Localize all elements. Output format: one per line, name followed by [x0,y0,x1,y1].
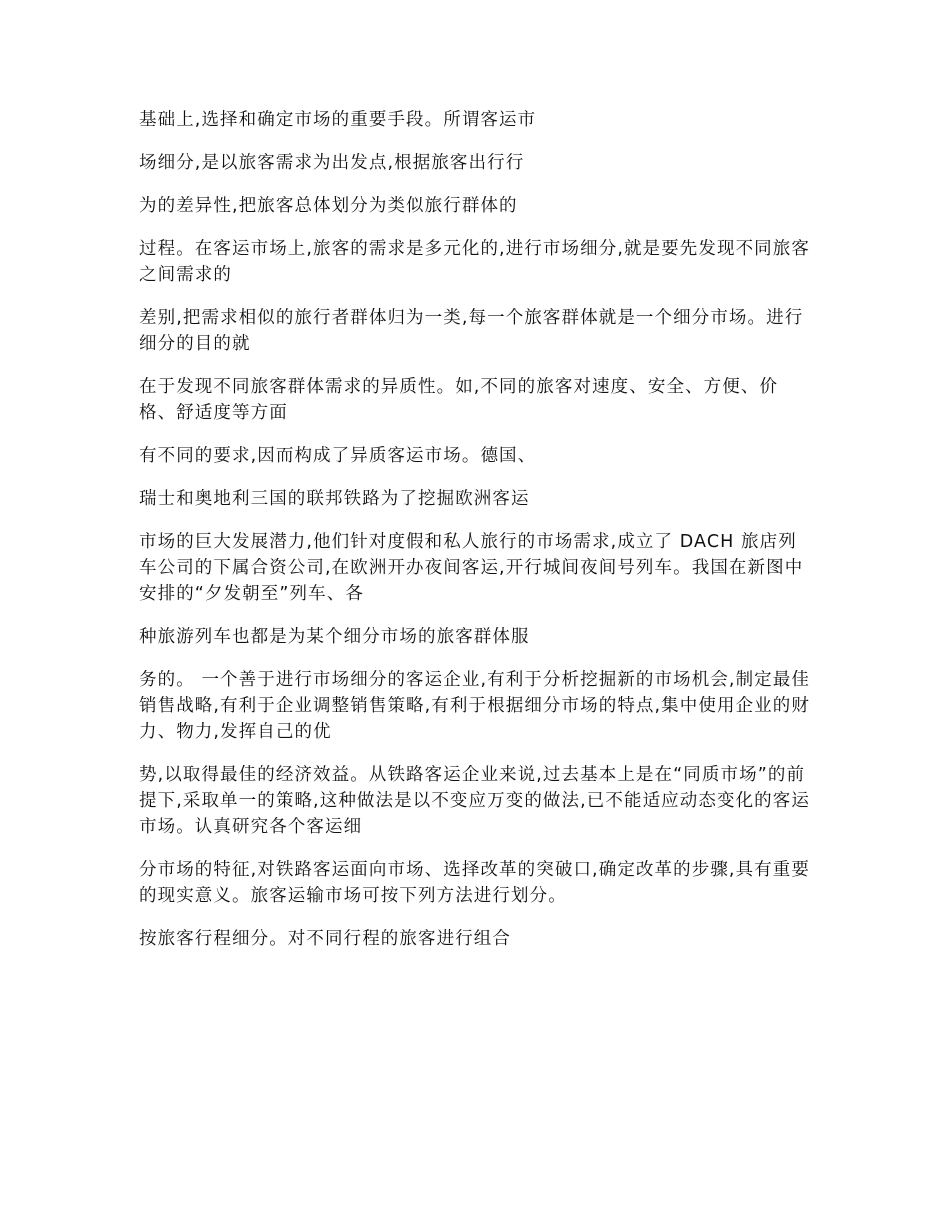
paragraph: 场细分,是以旅客需求为出发点,根据旅客出行行 [139,153,525,173]
paragraph: 种旅游列车也都是为某个细分市场的旅客群体服 [139,627,530,647]
body-text [139,107,815,969]
paragraph: 为的差异性,把旅客总体划分为类似旅行群体的 [139,196,518,216]
paragraph: 分市场的特征,对铁路客运面向市场、选择改革的突破口,确定改革的步骤,具有重要的现实意义。旅客运输市场可按下列方法进行划分。 [139,860,810,906]
paragraph: 瑞士和奥地利三国的联邦铁路为了挖掘欧洲客运 [139,489,530,509]
paragraph: 势,以取得最佳的经济效益。从铁路客运企业来说,过去基本上是在“同质市场”的前提下,采取单一的策略,这种做法是以不变应万变的做法,已不能适应动态变化的客运市场。认真研究各个客运细 [139,765,810,837]
paragraph: 市场的巨大发展潜力,他们针对度假和私人旅行的市场需求,成立了 DACH 旅店列车公司的下属合资公司,在欧洲开办夜间客运,开行城间夜间号列车。我国在新图中安排的“夕发朝至”列车、各 [139,532,804,604]
paragraph: 有不同的要求,因而构成了异质客运市场。德国、 [139,446,537,466]
paragraph: 差别,把需求相似的旅行者群体归为一类,每一个旅客群体就是一个细分市场。进行细分的目的就 [139,308,804,354]
paragraph: 在于发现不同旅客群体需求的异质性。如,不同的旅客对速度、安全、方便、价格、舒适度等方面 [139,377,779,423]
paragraph: 过程。在客运市场上,旅客的需求是多元化的,进行市场细分,就是要先发现不同旅客之间需求的 [139,239,810,285]
paragraph: 基础上,选择和确定市场的重要手段。所谓客运市 [139,110,537,130]
paragraph: 务的。 一个善于进行市场细分的客运企业,有利于分析挖掘新的市场机会,制定最佳销售战略,有利于企业调整销售策略,有利于根据细分市场的特点,集中使用企业的财力、物力,发挥自己的优 [139,670,810,742]
paragraph: 按旅客行程细分。对不同行程的旅客进行组合 [139,929,511,949]
